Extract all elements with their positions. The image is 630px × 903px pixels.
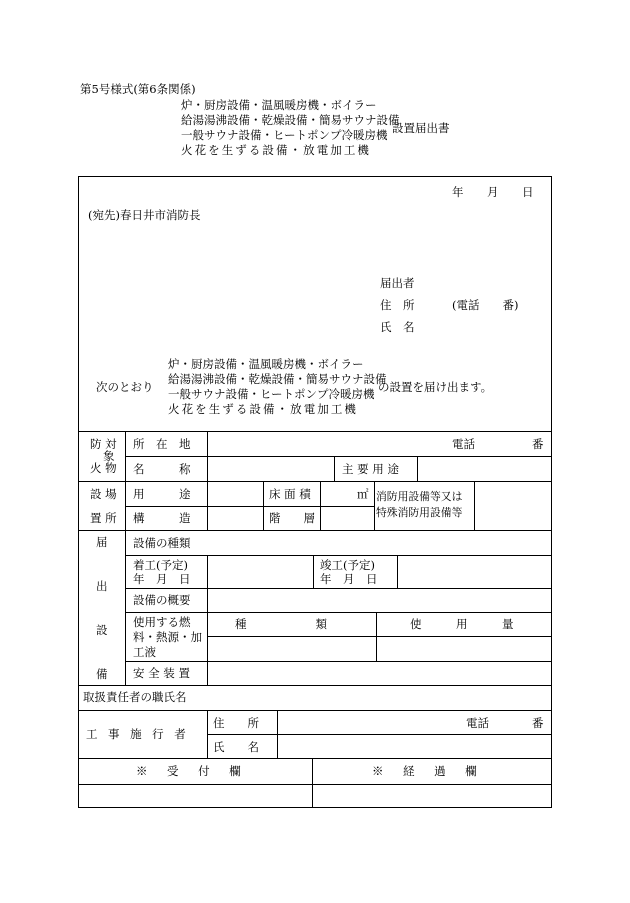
notify-char-2: 出 xyxy=(96,579,108,593)
main-use-label: 主 要 用 途 xyxy=(342,462,399,476)
reception-label: ※ 受 付 欄 xyxy=(136,764,245,778)
safety-device-label: 安 全 装 置 xyxy=(133,666,190,680)
location-label: 所 在 地 xyxy=(133,437,191,451)
statement-lead: 次のとおり xyxy=(96,380,154,394)
rule xyxy=(313,555,314,588)
rule xyxy=(78,710,552,711)
rule xyxy=(125,431,126,685)
statement-type-1: 炉・厨房設備・温風暖房機・ボイラー xyxy=(168,357,364,371)
rule xyxy=(78,530,552,531)
contractor-label: 工 事 施 行 者 xyxy=(86,727,190,741)
doc-title: 設置届出書 xyxy=(392,121,450,135)
header-type-4: 火花を生ずる設備・放電加工機 xyxy=(181,143,371,157)
fire-eq-label-1: 消防用設備等又は xyxy=(376,490,463,503)
rule xyxy=(374,481,375,530)
notify-char-4: 備 xyxy=(96,667,108,681)
rule xyxy=(397,555,398,588)
use-label: 用 途 xyxy=(133,487,191,501)
notify-char-1: 届 xyxy=(96,535,108,549)
rule xyxy=(78,431,552,432)
outline-label: 設備の概要 xyxy=(133,593,191,607)
rule xyxy=(376,612,377,661)
addressee: (宛先)春日井市消防長 xyxy=(88,208,201,222)
rule xyxy=(312,758,313,808)
rule xyxy=(417,456,418,481)
equipment-type-label: 設備の種類 xyxy=(133,536,191,550)
rule xyxy=(207,734,552,735)
rule xyxy=(78,758,552,759)
date-month: 月 xyxy=(487,185,499,199)
statement-type-4: 火花を生ずる設備・放電加工機 xyxy=(168,402,358,416)
rule xyxy=(263,481,264,530)
install-group-a: 設 場 xyxy=(90,487,117,501)
applicant-label: 届出者 xyxy=(380,276,415,290)
rule xyxy=(277,710,278,758)
date-day: 日 xyxy=(522,185,534,199)
name-label: 名 称 xyxy=(133,462,191,476)
target-ban-label: 番 xyxy=(532,437,544,451)
rule xyxy=(207,710,208,758)
fuel-label-3: 工液 xyxy=(133,645,156,659)
rule xyxy=(334,456,335,481)
rule xyxy=(125,456,552,457)
rule xyxy=(207,431,208,530)
fire-eq-label-2: 特殊消防用設備等 xyxy=(376,506,463,519)
header-type-2: 給湯湯沸設備・乾燥設備・簡易サウナ設備 xyxy=(181,113,400,127)
target-group-b: 象 xyxy=(103,449,115,463)
target-group-a: 防 対 xyxy=(90,437,117,451)
rule xyxy=(125,661,552,662)
rule xyxy=(125,506,374,507)
end-date-label-2: 年 月 日 xyxy=(320,572,378,586)
rule xyxy=(78,685,552,686)
header-type-1: 炉・厨房設備・温風暖房機・ボイラー xyxy=(181,98,377,112)
rule xyxy=(320,481,321,530)
start-date-label-1: 着工(予定) xyxy=(133,558,188,572)
statement-type-3: 一般サウナ設備・ヒートポンプ冷暖房機 xyxy=(168,387,375,401)
statement-type-2: 給湯湯沸設備・乾燥設備・簡易サウナ設備 xyxy=(168,372,387,386)
target-group-c: 火 物 xyxy=(90,461,117,475)
fuel-label-2: 料・熱源・加 xyxy=(133,630,202,644)
floor-label: 階 層 xyxy=(269,511,315,525)
rule xyxy=(207,555,208,685)
rule xyxy=(474,481,475,530)
floor-area-label: 床 面 積 xyxy=(269,487,311,501)
notify-char-3: 設 xyxy=(96,623,108,637)
form-id: 第5号様式(第6条関係) xyxy=(80,82,196,96)
fuel-label-1: 使用する燃 xyxy=(133,615,191,629)
sqm-unit: ㎡ xyxy=(357,487,369,501)
rule xyxy=(78,784,552,785)
fuel-amount-header: 使 用 量 xyxy=(410,617,514,631)
fuel-kind-header: 種 類 xyxy=(235,617,327,631)
contractor-ban-label: 番 xyxy=(532,716,544,730)
start-date-label-2: 年 月 日 xyxy=(133,572,191,586)
applicant-name-label: 氏 名 xyxy=(380,320,415,334)
rule xyxy=(207,636,552,637)
date-year: 年 xyxy=(452,185,464,199)
install-group-b: 置 所 xyxy=(90,511,117,525)
contractor-phone-label: 電話 xyxy=(466,716,489,730)
rule xyxy=(78,481,552,482)
end-date-label-1: 竣工(予定) xyxy=(320,558,375,572)
contractor-address-label: 住 所 xyxy=(213,716,259,730)
rule xyxy=(125,612,552,613)
applicant-address-label: 住 所 xyxy=(380,298,415,312)
statement-tail: の設置を届け出ます。 xyxy=(378,380,493,394)
target-phone-label: 電話 xyxy=(452,437,475,451)
applicant-phone-label: (電話 番) xyxy=(452,298,519,312)
rule xyxy=(125,588,552,589)
contractor-name-label: 氏 名 xyxy=(213,740,259,754)
header-type-3: 一般サウナ設備・ヒートポンプ冷暖房機 xyxy=(181,128,388,142)
structure-label: 構 造 xyxy=(133,511,191,525)
rule xyxy=(125,555,552,556)
progress-label: ※ 経 過 欄 xyxy=(372,764,481,778)
manager-label: 取扱責任者の職氏名 xyxy=(83,690,187,704)
